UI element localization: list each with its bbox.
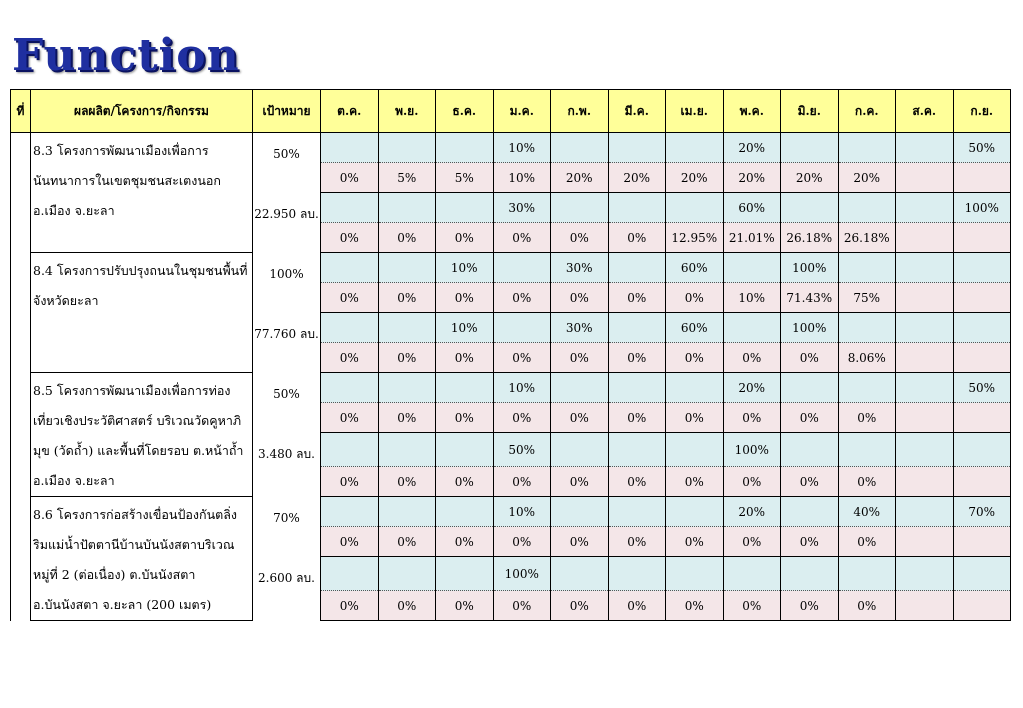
actual-month-cell: 0% [666,403,724,433]
plan-month-cell [896,313,954,343]
actual-month-cell: 0% [838,527,896,557]
plan-month-cell [666,433,724,467]
actual-month-cell: 0% [666,591,724,621]
plan-month-cell [608,193,666,223]
target-value: 22.950 ลบ. [253,193,321,253]
actual-month-cell: 20% [551,163,609,193]
plan-month-cell: 60% [723,193,781,223]
plan-month-cell [781,133,839,163]
header-no: ที่ [11,90,31,133]
header-month-mar: มี.ค. [608,90,666,133]
plan-month-cell [321,193,379,223]
plan-month-cell [953,433,1011,467]
actual-month-cell [953,403,1011,433]
actual-month-cell: 0% [493,591,551,621]
plan-month-cell [608,433,666,467]
project-name: 8.3 โครงการพัฒนาเมืองเพื่อการนันทนาการในเขตชุมชนสะเตงนอก อ.เมือง จ.ยะลา [31,133,253,253]
actual-month-cell: 0% [493,527,551,557]
header-month-dec: ธ.ค. [436,90,494,133]
actual-month-cell: 0% [378,223,436,253]
plan-month-cell [953,313,1011,343]
plan-month-cell [436,133,494,163]
plan-month-cell: 10% [493,497,551,527]
header-month-may: พ.ค. [723,90,781,133]
plan-month-cell [378,433,436,467]
actual-month-cell: 0% [321,591,379,621]
plan-month-cell [838,193,896,223]
plan-month-cell [896,193,954,223]
actual-month-cell: 10% [493,163,551,193]
actual-month-cell: 0% [608,343,666,373]
target-value: 3.480 ลบ. [253,433,321,497]
target-value: 70% [253,497,321,557]
actual-month-cell [896,591,954,621]
header-month-jan: ม.ค. [493,90,551,133]
actual-month-cell: 12.95% [666,223,724,253]
plan-month-cell [723,557,781,591]
plan-month-cell [781,193,839,223]
plan-month-cell [838,433,896,467]
plan-month-cell [838,313,896,343]
plan-month-cell [723,253,781,283]
actual-month-cell [953,163,1011,193]
actual-month-cell: 10% [723,283,781,313]
actual-month-cell: 0% [723,467,781,497]
plan-month-cell [493,313,551,343]
target-value: 77.760 ลบ. [253,313,321,373]
plan-month-cell [896,433,954,467]
actual-month-cell: 0% [436,591,494,621]
project-name: 8.4 โครงการปรับปรุงถนนในชุมชนพื้นที่จังหวัดยะลา [31,253,253,373]
actual-month-cell: 21.01% [723,223,781,253]
plan-month-cell [666,193,724,223]
plan-month-cell: 100% [493,557,551,591]
plan-month-cell [781,373,839,403]
plan-month-cell [896,373,954,403]
plan-month-cell: 50% [953,133,1011,163]
target-value: 100% [253,253,321,313]
actual-month-cell: 5% [436,163,494,193]
actual-month-cell: 0% [321,403,379,433]
actual-month-cell: 0% [493,467,551,497]
plan-month-cell [321,253,379,283]
plan-month-cell [321,373,379,403]
plan-month-cell [666,373,724,403]
actual-month-cell: 0% [781,467,839,497]
plan-month-cell [838,133,896,163]
plan-month-cell [781,433,839,467]
plan-month-cell: 10% [436,253,494,283]
actual-month-cell: 0% [723,343,781,373]
plan-month-cell [896,497,954,527]
plan-month-cell [838,253,896,283]
actual-month-cell [953,591,1011,621]
plan-month-cell [953,557,1011,591]
plan-month-cell [551,193,609,223]
target-value: 50% [253,373,321,433]
header-month-apr: เม.ย. [666,90,724,133]
actual-month-cell: 0% [781,527,839,557]
plan-month-cell [781,557,839,591]
actual-month-cell: 0% [321,343,379,373]
actual-month-cell: 0% [608,527,666,557]
actual-month-cell: 0% [436,283,494,313]
header-month-sep: ก.ย. [953,90,1011,133]
actual-month-cell: 0% [666,527,724,557]
plan-month-cell: 60% [666,253,724,283]
project-name: 8.5 โครงการพัฒนาเมืองเพื่อการท่องเที่ยวเชิงประวัติศาสตร์ บริเวณวัดคูหาภิมุข (วัดถ้ำ) และพื้นที่โดยรอบ ต.หน้าถ้ำ อ.เมือง จ.ยะลา [31,373,253,497]
actual-month-cell [953,467,1011,497]
actual-month-cell: 0% [781,343,839,373]
header-month-aug: ส.ค. [896,90,954,133]
plan-month-cell: 50% [493,433,551,467]
plan-month-cell [436,433,494,467]
actual-month-cell: 26.18% [781,223,839,253]
row-number-cell [11,373,31,497]
plan-month-cell [723,313,781,343]
header-month-oct: ต.ค. [321,90,379,133]
actual-month-cell: 0% [608,223,666,253]
actual-month-cell: 0% [551,283,609,313]
actual-month-cell: 0% [378,343,436,373]
header-project: ผลผลิต/โครงการ/กิจกรรม [31,90,253,133]
actual-month-cell: 0% [321,163,379,193]
plan-month-cell [378,557,436,591]
header-month-nov: พ.ย. [378,90,436,133]
plan-month-cell [378,313,436,343]
header-month-feb: ก.พ. [551,90,609,133]
plan-month-cell: 10% [493,373,551,403]
actual-month-cell: 0% [838,403,896,433]
plan-month-cell [896,133,954,163]
plan-month-cell [551,373,609,403]
plan-month-cell [896,557,954,591]
plan-month-cell [608,557,666,591]
actual-month-cell: 0% [838,591,896,621]
actual-month-cell [953,283,1011,313]
table-row-plan [11,373,1011,403]
actual-month-cell: 0% [723,591,781,621]
actual-month-cell: 0% [493,223,551,253]
actual-month-cell: 0% [551,223,609,253]
plan-month-cell [436,193,494,223]
actual-month-cell: 5% [378,163,436,193]
actual-month-cell: 20% [723,163,781,193]
plan-month-cell [321,433,379,467]
plan-month-cell [321,133,379,163]
actual-month-cell: 20% [608,163,666,193]
plan-month-cell [608,253,666,283]
plan-month-cell [608,313,666,343]
target-value: 50% [253,133,321,193]
actual-month-cell [953,527,1011,557]
table-row-plan [11,497,1011,527]
actual-month-cell: 0% [436,403,494,433]
actual-month-cell: 0% [493,283,551,313]
plan-month-cell [378,497,436,527]
actual-month-cell: 0% [551,527,609,557]
plan-month-cell: 30% [493,193,551,223]
plan-month-cell [321,557,379,591]
plan-month-cell [436,557,494,591]
plan-month-cell: 100% [781,313,839,343]
table-row-plan [11,253,1011,283]
actual-month-cell: 26.18% [838,223,896,253]
plan-month-cell [436,497,494,527]
actual-month-cell [896,343,954,373]
plan-month-cell [321,313,379,343]
actual-month-cell [896,467,954,497]
actual-month-cell: 0% [493,403,551,433]
actual-month-cell: 0% [436,223,494,253]
actual-month-cell: 0% [436,343,494,373]
plan-month-cell: 100% [953,193,1011,223]
header-month-jun: มิ.ย. [781,90,839,133]
plan-month-cell [838,373,896,403]
plan-month-cell: 100% [781,253,839,283]
plan-month-cell: 60% [666,313,724,343]
plan-month-cell [838,557,896,591]
actual-month-cell: 20% [838,163,896,193]
schedule-body [11,133,1011,621]
plan-month-cell [608,133,666,163]
actual-month-cell: 0% [321,223,379,253]
actual-month-cell: 8.06% [838,343,896,373]
plan-month-cell [551,557,609,591]
actual-month-cell: 20% [666,163,724,193]
plan-month-cell [666,497,724,527]
plan-month-cell [378,193,436,223]
plan-month-cell: 30% [551,253,609,283]
project-name: 8.6 โครงการก่อสร้างเขื่อนป้องกันตลิ่งริมแม่น้ำปัตตานีบ้านบันนังสตาบริเวณหมู่ที่ 2 (ต่อเนื่อง) ต.บันนังสตา อ.บันนังสตา จ.ยะลา (200 เมตร) [31,497,253,621]
plan-month-cell: 10% [436,313,494,343]
actual-month-cell: 0% [551,467,609,497]
plan-month-cell: 100% [723,433,781,467]
actual-month-cell: 0% [436,527,494,557]
row-number-cell [11,133,31,253]
actual-month-cell: 0% [321,467,379,497]
actual-month-cell: 0% [723,527,781,557]
plan-month-cell [378,373,436,403]
plan-month-cell: 20% [723,497,781,527]
row-number-cell [11,253,31,373]
target-value: 2.600 ลบ. [253,557,321,621]
actual-month-cell: 0% [551,591,609,621]
actual-month-cell: 0% [666,467,724,497]
plan-month-cell [953,253,1011,283]
actual-month-cell [953,223,1011,253]
plan-month-cell: 20% [723,373,781,403]
plan-month-cell [551,497,609,527]
actual-month-cell: 0% [493,343,551,373]
page-title: Function [12,30,240,81]
plan-month-cell: 30% [551,313,609,343]
actual-month-cell: 71.43% [781,283,839,313]
actual-month-cell: 0% [608,591,666,621]
plan-month-cell: 70% [953,497,1011,527]
plan-month-cell: 40% [838,497,896,527]
plan-month-cell: 50% [953,373,1011,403]
actual-month-cell: 0% [378,527,436,557]
header-target: เป้าหมาย [253,90,321,133]
plan-month-cell [896,253,954,283]
plan-month-cell [551,433,609,467]
plan-month-cell [378,253,436,283]
actual-month-cell: 0% [378,283,436,313]
actual-month-cell: 0% [781,403,839,433]
actual-month-cell [896,527,954,557]
actual-month-cell: 0% [321,283,379,313]
plan-month-cell [666,557,724,591]
actual-month-cell: 0% [321,527,379,557]
plan-month-cell [436,373,494,403]
actual-month-cell: 0% [608,283,666,313]
actual-month-cell: 0% [436,467,494,497]
project-schedule-table [10,89,1011,621]
plan-month-cell [378,133,436,163]
actual-month-cell: 0% [781,591,839,621]
actual-month-cell: 0% [666,343,724,373]
actual-month-cell: 0% [378,403,436,433]
header-row [11,90,1011,133]
plan-month-cell [666,133,724,163]
row-number-cell [11,497,31,621]
actual-month-cell: 75% [838,283,896,313]
actual-month-cell [896,283,954,313]
actual-month-cell: 0% [723,403,781,433]
actual-month-cell [896,403,954,433]
actual-month-cell: 0% [551,403,609,433]
actual-month-cell: 0% [551,343,609,373]
actual-month-cell: 20% [781,163,839,193]
actual-month-cell [896,223,954,253]
plan-month-cell [493,253,551,283]
plan-month-cell [608,373,666,403]
header-month-jul: ก.ค. [838,90,896,133]
actual-month-cell: 0% [838,467,896,497]
actual-month-cell: 0% [666,283,724,313]
actual-month-cell [896,163,954,193]
plan-month-cell: 20% [723,133,781,163]
plan-month-cell [321,497,379,527]
actual-month-cell [953,343,1011,373]
actual-month-cell: 0% [378,467,436,497]
actual-month-cell: 0% [608,403,666,433]
table-row-plan [11,133,1011,163]
plan-month-cell: 10% [493,133,551,163]
actual-month-cell: 0% [378,591,436,621]
plan-month-cell [608,497,666,527]
actual-month-cell: 0% [608,467,666,497]
plan-month-cell [781,497,839,527]
plan-month-cell [551,133,609,163]
